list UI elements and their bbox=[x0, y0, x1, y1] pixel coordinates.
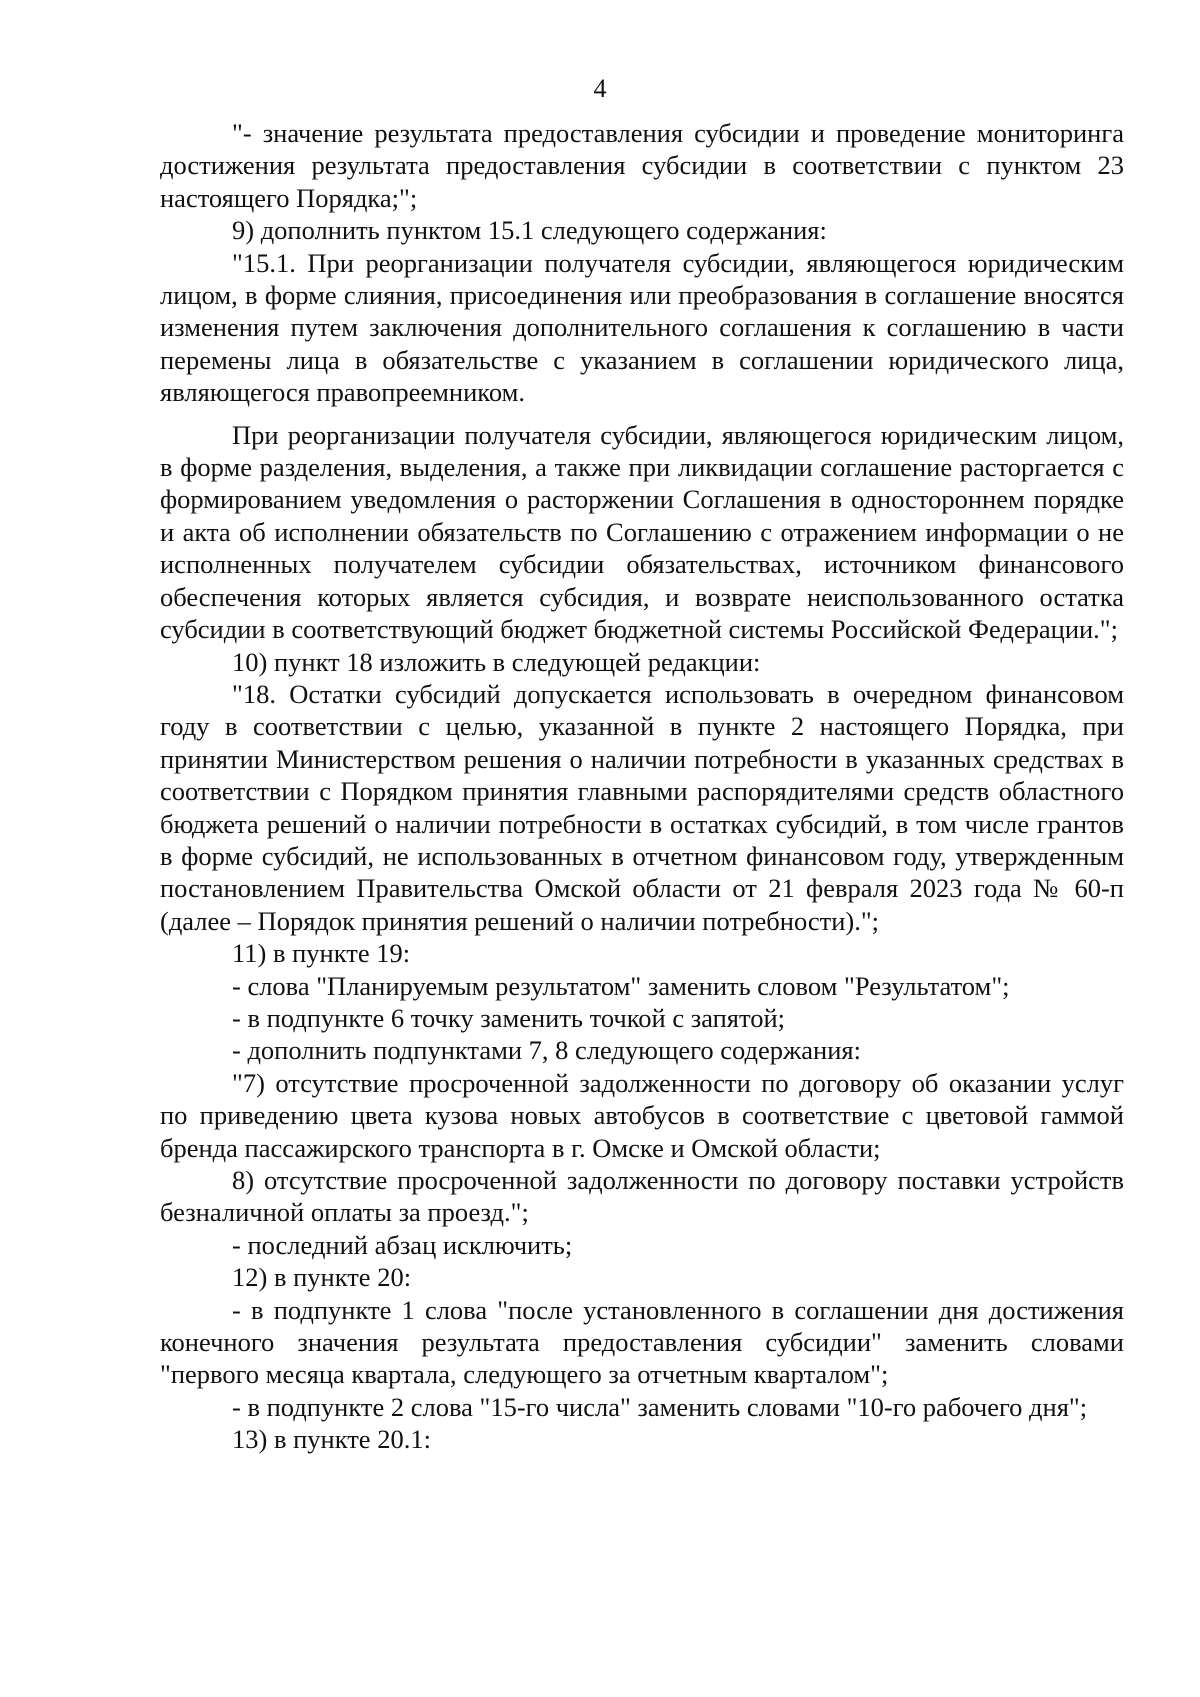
paragraph-subitem-6: - в подпункте 6 точку заменить точкой с запятой; bbox=[232, 1002, 786, 1033]
paragraph-subitem-8: 8) отсутствие просроченной задолженности по договору поставки устройств безналичной оплаты за проезд."; bbox=[160, 1165, 1124, 1228]
paragraph-subitem-1: - в подпункте 1 слова "после установленного в соглашении дня достижения конечного значения результата предоставления субсидии" заменить словами "первого месяца квартала, следующего за отчетным кварталом"; bbox=[160, 1294, 1124, 1390]
paragraph-item-13: 13) в пункте 20.1: bbox=[232, 1424, 431, 1455]
paragraph-add-subitems: - дополнить подпунктами 7, 8 следующего содержания: bbox=[232, 1035, 861, 1066]
document-body bbox=[160, 117, 1124, 1456]
paragraph-reorganization: При реорганизации получателя субсидии, являющегося юридическим лицом, в форме разделения, выделения, а также при ликвидации соглашение расторгается с формированием уведомления о расторжении Соглашения в одностороннем порядке и акта об исполнении обязательств по Соглашению с отражением информации о не исполненных получателем субсидии обязательствах, источником финансового обеспечения которых является субсидия, и возврате неиспользованного остатка субсидии в соответствующий бюджет бюджетной системы Российской Федерации."; bbox=[160, 419, 1124, 645]
paragraph-item-10: 10) пункт 18 изложить в следующей редакции: bbox=[232, 646, 761, 677]
paragraph-exclude-last: - последний абзац исключить; bbox=[232, 1229, 573, 1260]
paragraph-value-result: "- значение результата предоставления субсидии и проведение мониторинга достижения результата предоставления субсидии в соответствии с пунктом 23 настоящего Порядка;"; bbox=[160, 118, 1124, 213]
paragraph-15-1: "15.1. При реорганизации получателя субсидии, являющегося юридическим лицом, в форме слияния, присоединения или преобразования в соглашение вносятся изменения путем заключения дополнительного соглашения к соглашению в части перемены лица в обязательстве с указанием в соглашении юридического лица, являющегося правопреемником. bbox=[160, 247, 1124, 408]
paragraph-subitem-7: "7) отсутствие просроченной задолженности по договору об оказании услуг по приведению цвета кузова новых автобусов в соответствие с цветовой гаммой бренда пассажирского транспорта в г. Омске и Омской области; bbox=[160, 1067, 1124, 1163]
paragraph-18: "18. Остатки субсидий допускается использовать в очередном финансовом году в соответствии с целью, указанной в пункте 2 настоящего Порядка, при принятии Министерством решения о наличии потребности в указанных средствах в соответствии с Порядком принятия главными распорядителями средств областного бюджета решений о наличии потребности в остатках субсидий, в том числе грантов в форме субсидий, не использованных в отчетном финансовом году, утвержденным постановлением Правительства Омской области от 21 февраля 2023 года № 60-п (далее – Порядок принятия решений о наличии потребности)."; bbox=[160, 678, 1124, 936]
paragraph-item-12: 12) в пункте 20: bbox=[232, 1262, 412, 1293]
page-number: 4 bbox=[593, 74, 607, 103]
paragraph-item-11: 11) в пункте 19: bbox=[232, 938, 411, 969]
paragraph-subitem-2: - в подпункте 2 слова "15-го числа" заменить словами "10-го рабочего дня"; bbox=[232, 1391, 1088, 1422]
paragraph-replace-words: - слова "Планируемым результатом" заменить словом "Результатом"; bbox=[232, 970, 1010, 1001]
paragraph-item-9: 9) дополнить пунктом 15.1 следующего содержания: bbox=[232, 215, 827, 246]
